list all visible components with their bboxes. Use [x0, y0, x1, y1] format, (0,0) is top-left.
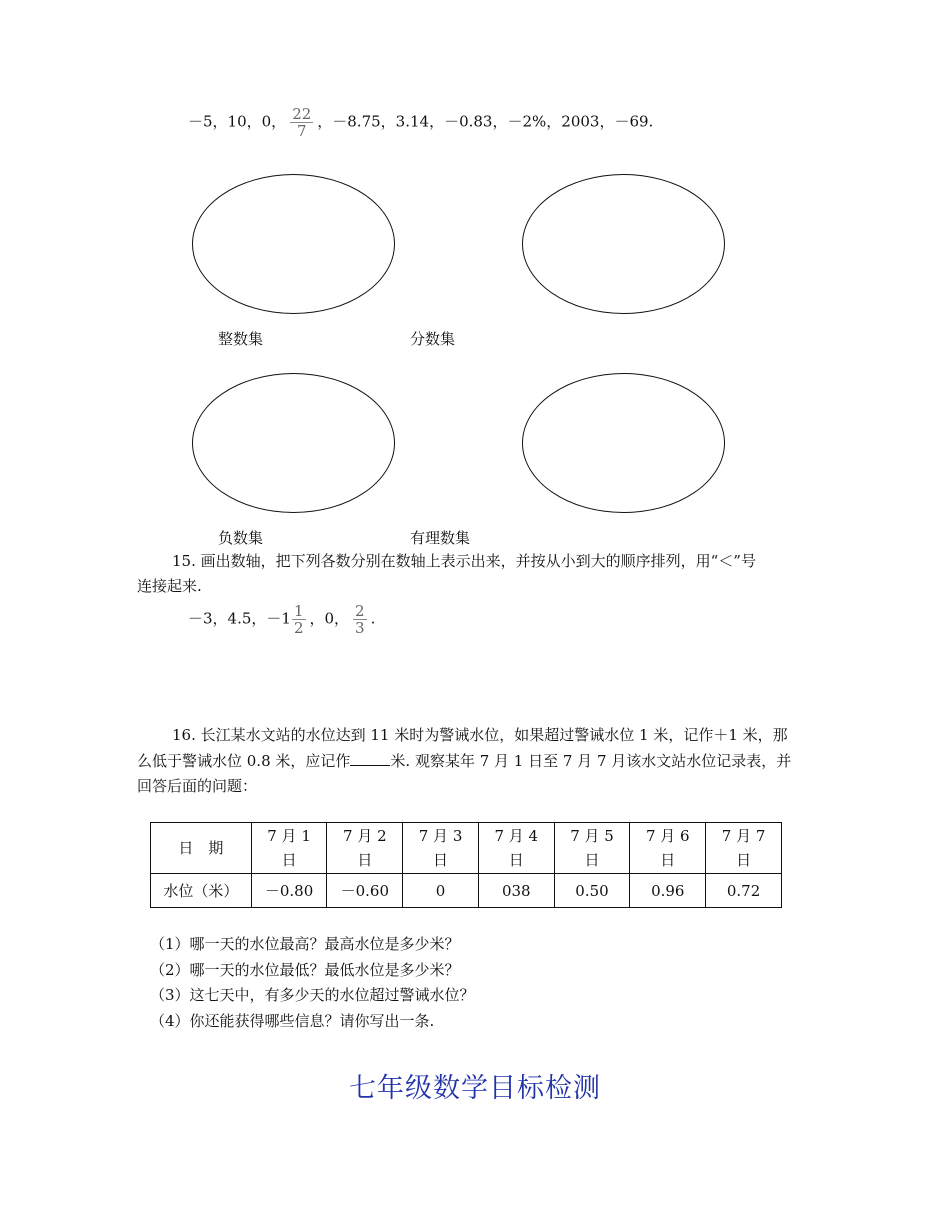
water-level-cell: 0 — [403, 874, 479, 908]
fraction-denominator: 3 — [355, 619, 365, 637]
date-bottom: 日 — [736, 851, 752, 869]
date-top: 7 月 1 — [267, 827, 311, 845]
date-header-cell: 日 期 — [151, 823, 252, 874]
fraction-1-2 — [292, 603, 306, 636]
numbers-part2: ，－8.75，3.14，－0.83，－2%，2003，－69. — [317, 112, 654, 131]
date-cell — [403, 823, 479, 874]
sub-question-2: （2）哪一天的水位最低？最低水位是多少米？ — [150, 961, 460, 979]
date-top: 7 月 7 — [721, 827, 766, 845]
date-cell — [251, 823, 327, 874]
q16-line2 — [137, 751, 791, 770]
q15-numbers-part1: －3，4.5，－1 — [188, 609, 291, 628]
q16-line2-b: 米. 观察某年 7 月 1 日至 7 月 7 月该水文站水位记录表，并 — [390, 752, 792, 770]
water-level-label-cell: 水位（米） — [151, 874, 252, 908]
date-bottom: 日 — [357, 851, 373, 869]
date-top: 7 月 2 — [343, 827, 387, 845]
date-bottom: 日 — [281, 851, 297, 869]
fraction-set-label: 分数集 — [410, 330, 456, 348]
sub-question-3: （3）这七天中，有多少天的水位超过警诫水位？ — [150, 986, 475, 1004]
date-top: 7 月 4 — [494, 827, 539, 845]
fraction-denominator: 7 — [296, 122, 307, 140]
fraction-denominator: 2 — [293, 619, 304, 637]
water-level-cell: 0.72 — [706, 874, 782, 908]
q15-numbers-part3: . — [370, 609, 376, 628]
fraction-numerator: 2 — [355, 602, 365, 620]
date-cell — [630, 823, 706, 874]
integer-set-label: 整数集 — [218, 330, 264, 348]
answer-blank[interactable] — [350, 751, 390, 766]
water-level-cell: －0.60 — [327, 874, 403, 908]
q15-line2: 连接起来. — [137, 577, 202, 595]
q15-numbers — [188, 603, 375, 636]
water-level-cell: 0.50 — [554, 874, 630, 908]
negative-set-oval — [192, 373, 395, 513]
table-header-row — [151, 823, 782, 874]
q15-line1: 15. 画出数轴，把下列各数分别在数轴上表示出来，并按从小到大的顺序排列，用“＜”号 — [172, 552, 756, 570]
water-level-cell: 0.96 — [630, 874, 706, 908]
numbers-part1: －5，10，0， — [188, 112, 287, 131]
date-cell — [478, 823, 554, 874]
page-title: 七年级数学目标检测 — [349, 1073, 601, 1104]
date-top: 7 月 5 — [570, 827, 614, 845]
q15-numbers-part2: ，0， — [309, 609, 350, 628]
date-cell — [706, 823, 782, 874]
fraction-22-7 — [290, 106, 313, 139]
q16-line1: 16. 长江某水文站的水位达到 11 米时为警诫水位，如果超过警诫水位 1 米，记作＋1 米，那 — [172, 726, 788, 744]
water-level-table — [150, 822, 782, 908]
fraction-2-3 — [353, 603, 367, 636]
rational-set-oval — [522, 373, 725, 513]
sub-question-1: （1）哪一天的水位最高？最高水位是多少米？ — [150, 935, 460, 953]
fraction-numerator: 1 — [293, 602, 304, 620]
date-bottom: 日 — [584, 851, 600, 869]
date-bottom: 日 — [660, 851, 676, 869]
date-top: 7 月 3 — [418, 827, 463, 845]
water-level-cell: 038 — [478, 874, 554, 908]
table-values-row — [151, 874, 782, 908]
q16-line3: 回答后面的问题： — [137, 777, 258, 795]
fraction-set-oval — [522, 174, 725, 314]
date-top: 7 月 6 — [645, 827, 690, 845]
negative-set-label: 负数集 — [218, 529, 264, 547]
date-cell — [327, 823, 403, 874]
water-level-cell: －0.80 — [251, 874, 327, 908]
date-cell — [554, 823, 630, 874]
rational-set-label: 有理数集 — [410, 529, 471, 547]
fraction-numerator: 22 — [292, 105, 312, 123]
integer-set-oval — [192, 174, 395, 314]
date-bottom: 日 — [508, 851, 524, 869]
date-bottom: 日 — [433, 851, 449, 869]
sub-question-4: （4）你还能获得哪些信息？请你写出一条. — [150, 1012, 435, 1030]
numbers-line — [188, 106, 653, 139]
q16-line2-a: 么低于警诫水位 0.8 米，应记作 — [137, 752, 351, 770]
